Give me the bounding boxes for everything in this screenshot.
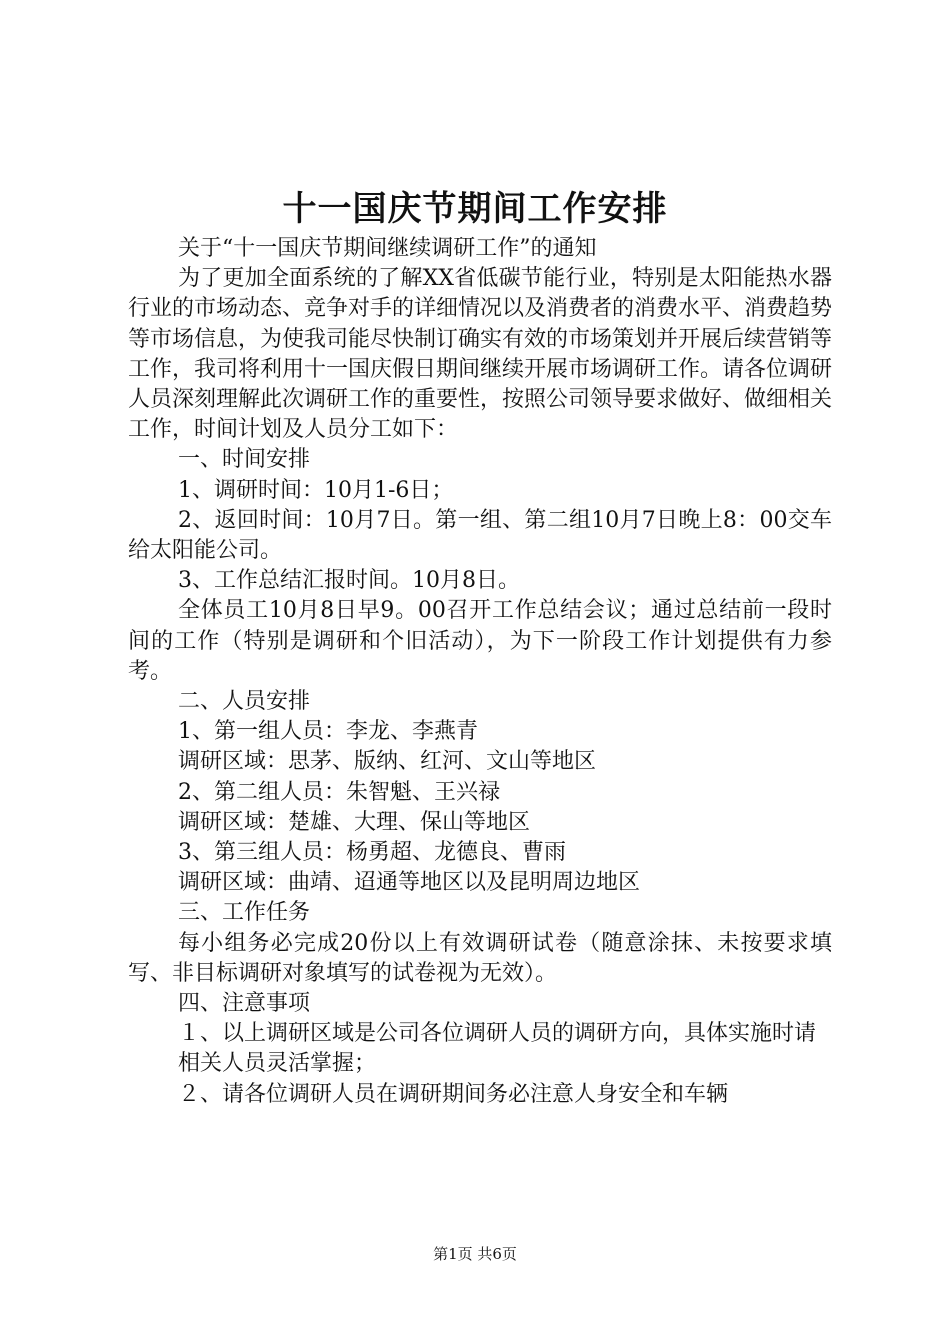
paragraph-group-2-area: 调研区域：楚雄、大理、保山等地区: [178, 809, 531, 835]
paragraph-note-1-continued: 相关人员灵活掌握；: [178, 1051, 377, 1077]
paragraph-report-time: 3、工作总结汇报时间。10月8日。: [178, 568, 520, 594]
paragraph-intro: 为了更加全面系统的了解XX省低碳节能行业，特别是太阳能热水器行业的市场动态、竞争对手的详细情况以及消费者的消费水平、消费趋势等市场信息，为使我司能尽快制订确实有效的市场策划并开展后续营销等工作，我司将利用十一国庆假日期间继续开展市场调研工作。请各位调研人员深刻理解此次调研工作的重要性，按照公司领导要求做好、做细相关工作，时间计划及人员分工如下：: [128, 266, 833, 443]
paragraph-group-2-members: 2、第二组人员：朱智魁、王兴禄: [178, 779, 500, 805]
paragraph-task-requirement: 每小组务必完成20份以上有效调研试卷（随意涂抹、未按要求填写、非目标调研对象填写的试卷视为无效）。: [128, 930, 832, 986]
section-heading-staff: 二、人员安排: [178, 689, 311, 715]
section-heading-time: 一、时间安排: [178, 447, 311, 473]
paragraph-group-3-members: 3、第三组人员：杨勇超、龙德良、曹雨: [178, 840, 566, 866]
page-footer: 第1页 共6页: [433, 1245, 517, 1263]
section-heading-notes: 四、注意事项: [178, 991, 311, 1017]
section-heading-tasks: 三、工作任务: [178, 900, 311, 926]
document-title: 十一国庆节期间工作安排: [282, 189, 668, 229]
document-body: [128, 234, 832, 1110]
paragraph-group-1-members: 1、第一组人员：李龙、李燕青: [178, 719, 478, 745]
paragraph-note-1: １、以上调研区域是公司各位调研人员的调研方向，具体实施时请: [178, 1021, 817, 1047]
paragraph-return-time: 2、返回时间：10月7日。第一组、第二组10月7日晚上8：00交车给太阳能公司。: [128, 507, 832, 564]
paragraph-note-2: ２、请各位调研人员在调研期间务必注意人身安全和车辆: [178, 1081, 729, 1107]
paragraph-summary-meeting: 全体员工10月8日早9。00召开工作总结会议；通过总结前一段时间的工作（特别是调研和个旧活动），为下一阶段工作计划提供有力参考。: [128, 598, 832, 684]
paragraph-group-3-area: 调研区域：曲靖、迢通等地区以及昆明周边地区: [178, 870, 641, 896]
paragraph-notice-heading: 关于“十一国庆节期间继续调研工作”的通知: [178, 236, 597, 261]
paragraph-group-1-area: 调研区域：思茅、版纳、红河、文山等地区: [178, 749, 597, 775]
paragraph-research-time: 1、调研时间：10月1-6日；: [178, 477, 454, 503]
